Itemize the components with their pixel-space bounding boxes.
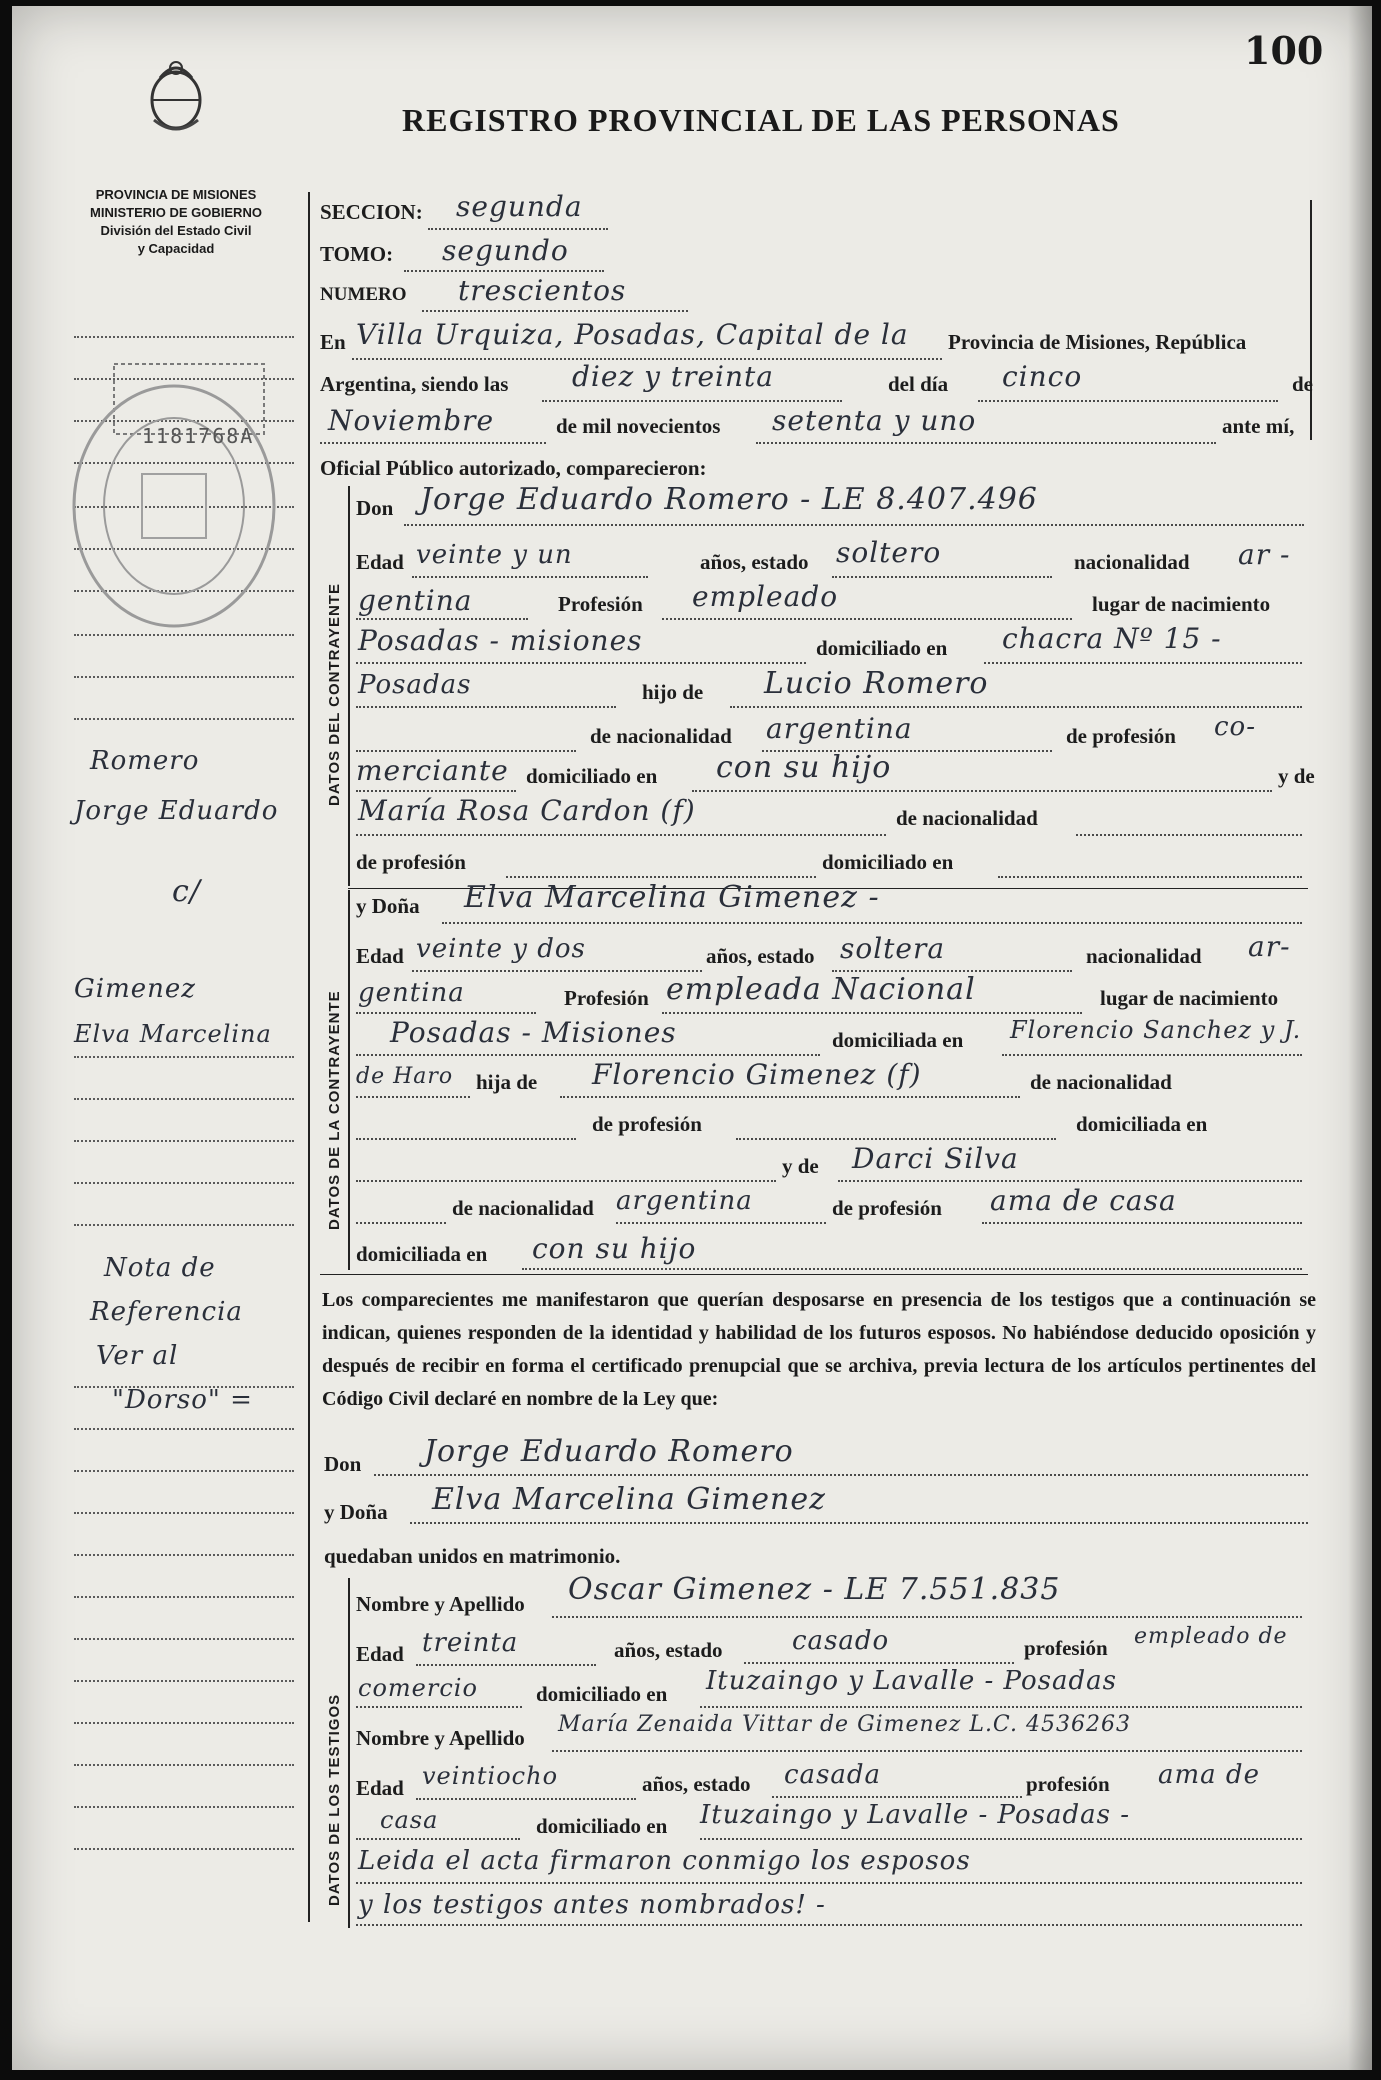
groom-father: Lucio Romero bbox=[764, 666, 989, 701]
witness2-estado: casada bbox=[784, 1760, 882, 1790]
value-tomo: segundo bbox=[442, 234, 569, 267]
label-ante-mi: ante mí, bbox=[1222, 414, 1295, 438]
org-block bbox=[52, 186, 300, 258]
bride-estado: soltera bbox=[840, 932, 946, 965]
witness2-prof-b: casa bbox=[380, 1806, 439, 1834]
label-argentina-siendo: Argentina, siendo las bbox=[320, 372, 509, 396]
margin-conj: c/ bbox=[172, 874, 201, 909]
bride-edad: veinte y dos bbox=[416, 934, 586, 964]
label-anos-estado-w1: años, estado bbox=[614, 1638, 723, 1662]
org-ministry: MINISTERIO DE GOBIERNO bbox=[90, 205, 262, 220]
witness1-prof-a: empleado de bbox=[1134, 1624, 1288, 1649]
margin-note-line: "Dorso" = bbox=[112, 1385, 253, 1415]
value-dia: cinco bbox=[1002, 360, 1083, 393]
label-profesion-2: Profesión bbox=[564, 986, 649, 1010]
value-seccion: segunda bbox=[456, 190, 583, 223]
label-anos-estado: años, estado bbox=[700, 550, 809, 574]
bride-lugar: Posadas - Misiones bbox=[390, 1016, 677, 1049]
label-de-mil: de mil novecientos bbox=[556, 414, 721, 438]
value-anio: setenta y uno bbox=[772, 404, 977, 437]
value-numero: trescientos bbox=[458, 274, 627, 307]
label-lugar-nac: lugar de nacimiento bbox=[1092, 592, 1271, 616]
label-edad-w2: Edad bbox=[356, 1776, 404, 1800]
org-division: División del Estado Civil bbox=[100, 223, 252, 238]
margin-divider bbox=[308, 192, 310, 1922]
page-number: 100 bbox=[1244, 28, 1324, 73]
label-de-nacionalidad-4: de nacionalidad bbox=[452, 1196, 594, 1220]
label-seccion: SECCION: bbox=[320, 200, 423, 224]
label-de-profesion-3: de profesión bbox=[592, 1112, 702, 1136]
margin-note-line: Referencia bbox=[90, 1297, 243, 1327]
label-en: En bbox=[320, 330, 346, 354]
label-de-nacionalidad: de nacionalidad bbox=[590, 724, 732, 748]
label-y-de-2: y de bbox=[782, 1154, 819, 1178]
registry-stamp bbox=[54, 356, 284, 646]
bride-dom: Florencio Sanchez y J. bbox=[1010, 1016, 1302, 1044]
label-domiciliado-3: domiciliado en bbox=[822, 850, 954, 874]
bride-mother-dom: con su hijo bbox=[532, 1232, 697, 1265]
label-provincia: Provincia de Misiones, República bbox=[948, 330, 1247, 354]
bride-mother-prof: ama de casa bbox=[990, 1184, 1177, 1217]
coat-of-arms-icon bbox=[140, 58, 212, 136]
label-del-dia: del día bbox=[888, 372, 949, 396]
witness1-estado: casado bbox=[792, 1626, 890, 1656]
groom-father-prof-b: merciante bbox=[356, 754, 509, 787]
section-label-groom: DATOS DEL CONTRAYENTE bbox=[326, 583, 343, 806]
groom-name-final: Jorge Eduardo Romero bbox=[424, 1434, 794, 1469]
groom-father-dom: con su hijo bbox=[716, 750, 892, 785]
label-hijo-de: hijo de bbox=[642, 680, 704, 704]
stamp-number: 1181768A bbox=[142, 424, 255, 448]
groom-dom-b: Posadas bbox=[358, 670, 472, 700]
label-nombre-apellido-2: Nombre y Apellido bbox=[356, 1726, 525, 1750]
label-y-dona: y Doña bbox=[356, 894, 420, 918]
margin-given-1: Jorge Eduardo bbox=[74, 796, 279, 826]
section-label-witnesses: DATOS DE LOS TESTIGOS bbox=[326, 1693, 343, 1906]
register-page bbox=[12, 6, 1372, 2070]
margin-note-line: Nota de bbox=[104, 1253, 216, 1283]
label-de-nacionalidad-2: de nacionalidad bbox=[896, 806, 1038, 830]
label-anos-estado-2: años, estado bbox=[706, 944, 815, 968]
org-province: PROVINCIA DE MISIONES bbox=[95, 187, 257, 202]
label-lugar-nac-2: lugar de nacimiento bbox=[1100, 986, 1279, 1010]
bride-name-final: Elva Marcelina Gimenez bbox=[432, 1482, 826, 1517]
witness2-dom: Ituzaingo y Lavalle - Posadas - bbox=[700, 1800, 1131, 1830]
label-y-dona-final: y Doña bbox=[324, 1500, 388, 1524]
groom-mother: María Rosa Cardon (f) bbox=[358, 794, 696, 827]
label-profesion-w2: profesión bbox=[1026, 1772, 1110, 1796]
witness2-edad: veintiocho bbox=[422, 1762, 559, 1790]
margin-given-2: Elva Marcelina bbox=[74, 1020, 272, 1048]
groom-dom: chacra Nº 15 - bbox=[1002, 622, 1222, 655]
groom-name: Jorge Eduardo Romero - LE 8.407.496 bbox=[420, 482, 1038, 517]
witness1-edad: treinta bbox=[422, 1628, 519, 1658]
groom-nac-a: ar - bbox=[1238, 538, 1291, 571]
bride-nac-a: ar- bbox=[1248, 930, 1291, 963]
groom-lugar: Posadas - misiones bbox=[358, 624, 643, 657]
label-edad: Edad bbox=[356, 550, 404, 574]
label-edad-2: Edad bbox=[356, 944, 404, 968]
groom-father-nac: argentina bbox=[766, 712, 913, 745]
groom-estado: soltero bbox=[836, 536, 942, 569]
margin-surname-2: Gimenez bbox=[74, 974, 196, 1004]
label-domiciliada: domiciliada en bbox=[832, 1028, 964, 1052]
bride-prof: empleada Nacional bbox=[666, 972, 976, 1007]
groom-father-prof-a: co- bbox=[1214, 712, 1256, 742]
value-lugar: Villa Urquiza, Posadas, Capital de la bbox=[356, 318, 909, 351]
groom-nac-b: gentina bbox=[358, 584, 473, 617]
label-domiciliado-2: domiciliado en bbox=[526, 764, 658, 788]
label-tomo: TOMO: bbox=[320, 242, 394, 266]
label-de-profesion-4: de profesión bbox=[832, 1196, 942, 1220]
margin-note bbox=[82, 1246, 253, 1422]
label-domiciliada-3: domiciliada en bbox=[356, 1242, 488, 1266]
bride-mother-nac: argentina bbox=[616, 1186, 753, 1216]
label-de-nacionalidad-3: de nacionalidad bbox=[1030, 1070, 1172, 1094]
label-quedaban: quedaban unidos en matrimonio. bbox=[324, 1544, 621, 1568]
witness1-name: Oscar Gimenez - LE 7.551.835 bbox=[568, 1572, 1061, 1607]
bride-nac-b: gentina bbox=[358, 978, 465, 1008]
label-nacionalidad: nacionalidad bbox=[1074, 550, 1190, 574]
label-don: Don bbox=[356, 496, 394, 520]
value-hora: diez y treinta bbox=[572, 360, 774, 393]
witness2-name: María Zenaida Vittar de Gimenez L.C. 4536263 bbox=[558, 1712, 1131, 1737]
label-de-profesion: de profesión bbox=[1066, 724, 1176, 748]
label-profesion-w1: profesión bbox=[1024, 1636, 1108, 1660]
witness2-prof-a: ama de bbox=[1158, 1760, 1260, 1790]
label-don-final: Don bbox=[324, 1452, 362, 1476]
register-title: REGISTRO PROVINCIAL DE LAS PERSONAS bbox=[402, 102, 1120, 138]
label-numero: NUMERO bbox=[320, 284, 407, 305]
margin-surname-1: Romero bbox=[90, 746, 200, 776]
label-nacionalidad-2: nacionalidad bbox=[1086, 944, 1202, 968]
bride-name: Elva Marcelina Gimenez - bbox=[464, 880, 880, 915]
label-domiciliado-w2: domiciliado en bbox=[536, 1814, 668, 1838]
label-oficial: Oficial Público autorizado, comparecieron: bbox=[320, 456, 707, 480]
label-de: de bbox=[1292, 372, 1313, 396]
declaration-paragraph: Los comparecientes me manifestaron que querían desposarse en presencia de los testigos que a continuación se indican, quienes responden de la identidad y habilidad de los futuros esposos. No habiéndose deducido oposición y después de recibir en forma el certificado prenupcial que se archiva, previa lectura de los artículos pertinentes del Código Civil declaré en nombre de la Ley que: bbox=[322, 1289, 1316, 1410]
bride-father: Florencio Gimenez (f) bbox=[592, 1058, 922, 1091]
org-capacity: y Capacidad bbox=[137, 241, 215, 256]
label-y-de: y de bbox=[1278, 764, 1315, 788]
label-domiciliada-2: domiciliada en bbox=[1076, 1112, 1208, 1136]
groom-edad: veinte y un bbox=[416, 540, 573, 570]
label-anos-estado-w2: años, estado bbox=[642, 1772, 751, 1796]
closing-line-2: y los testigos antes nombrados! - bbox=[358, 1890, 826, 1920]
closing-line-1: Leida el acta firmaron conmigo los esposos bbox=[358, 1846, 971, 1876]
label-profesion: Profesión bbox=[558, 592, 643, 616]
label-domiciliado-w1: domiciliado en bbox=[536, 1682, 668, 1706]
label-domiciliado: domiciliado en bbox=[816, 636, 948, 660]
label-de-profesion-2: de profesión bbox=[356, 850, 466, 874]
section-label-bride: DATOS DE LA CONTRAYENTE bbox=[326, 990, 343, 1230]
value-mes: Noviembre bbox=[328, 404, 495, 437]
witness1-dom: Ituzaingo y Lavalle - Posadas bbox=[706, 1666, 1117, 1696]
groom-prof: empleado bbox=[692, 580, 839, 613]
right-border bbox=[1310, 200, 1312, 440]
label-hija-de: hija de bbox=[476, 1070, 538, 1094]
page-edge-shadow bbox=[1348, 6, 1372, 2070]
label-edad-w1: Edad bbox=[356, 1642, 404, 1666]
bride-dom-b: de Haro bbox=[356, 1064, 454, 1089]
label-nombre-apellido-1: Nombre y Apellido bbox=[356, 1592, 525, 1616]
witness1-prof-b: comercio bbox=[358, 1674, 478, 1702]
margin-note-line: Ver al bbox=[96, 1341, 179, 1371]
bride-mother: Darci Silva bbox=[852, 1142, 1019, 1175]
